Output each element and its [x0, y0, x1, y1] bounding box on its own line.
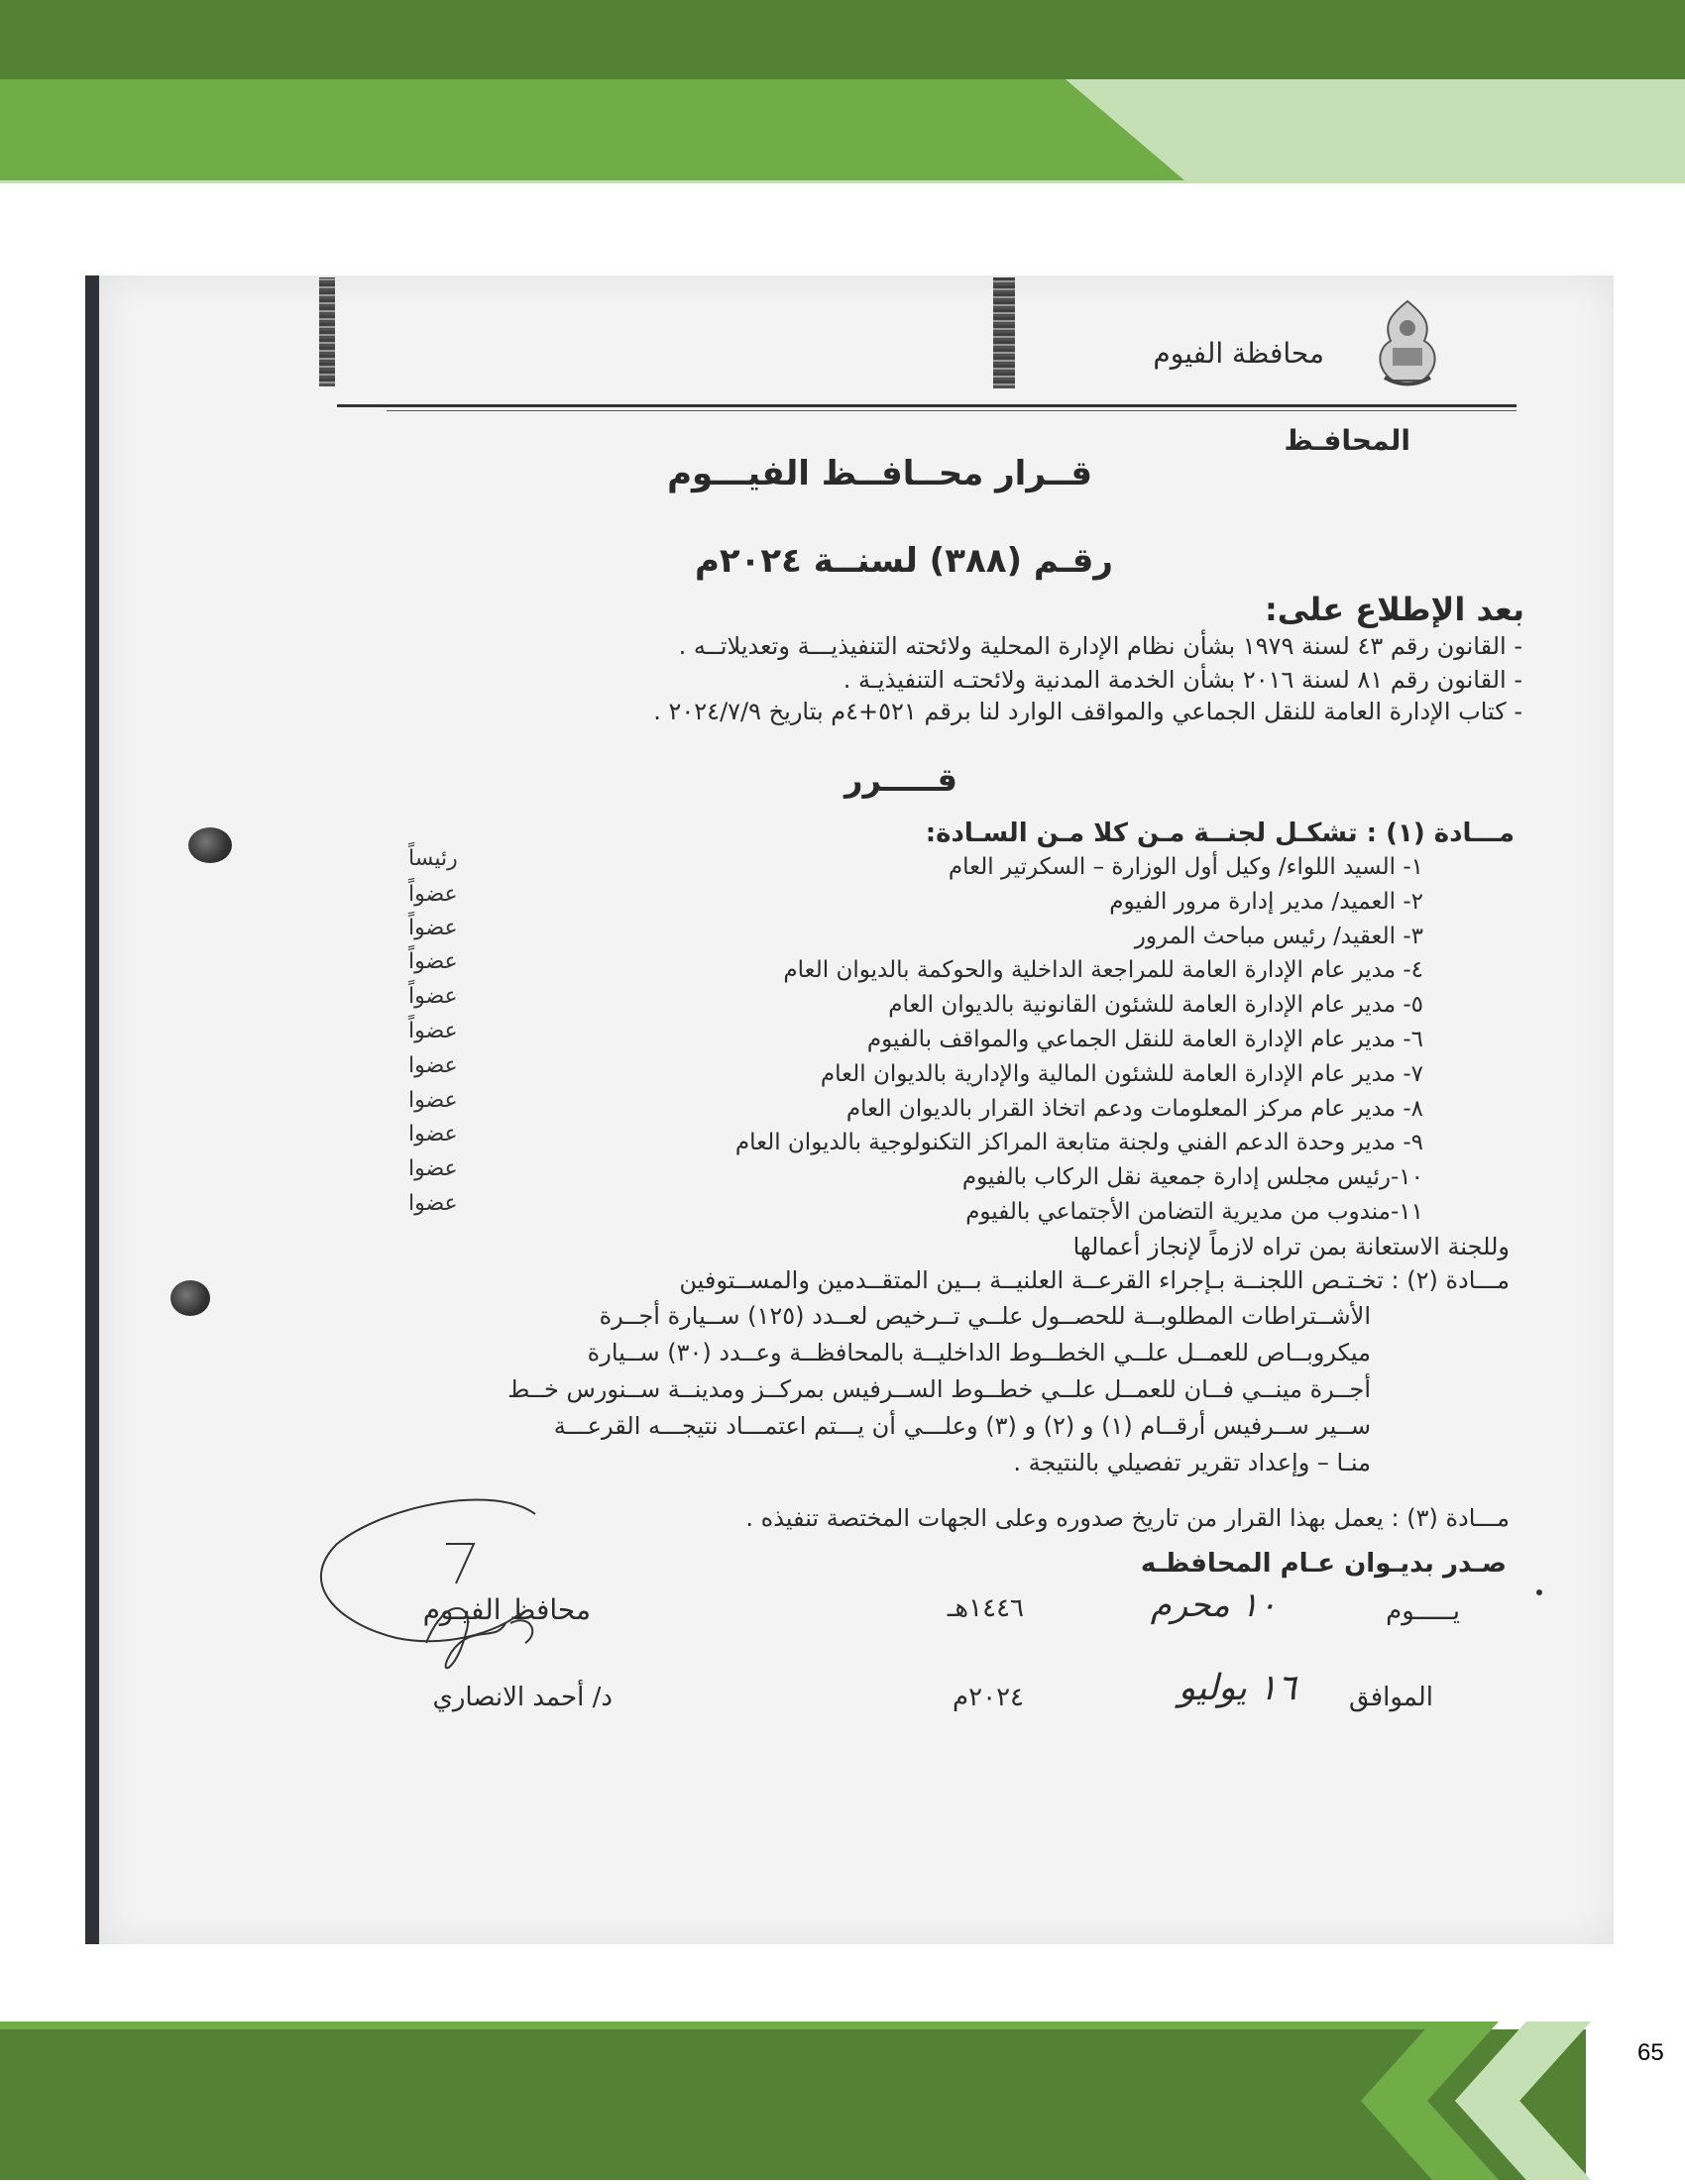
member-role: عضوا [408, 1053, 458, 1078]
punch-hole [170, 1280, 210, 1316]
article2-line: ســير ســرفيس أرقــام (١) و (٢) و (٣) وعلـــي أن يـــتم اعتمـــاد نتيجـــه القرعـــة [553, 1412, 1371, 1440]
article2-line: منـا – وإعداد تقرير تفصيلي بالنتيجة . [1013, 1449, 1371, 1476]
article3-line: مـــادة (٣) : يعمل بهذا القرار من تاريخ صدوره وعلى الجهات المختصة تنفيذه . [745, 1504, 1510, 1532]
scan-smudge-center [993, 277, 1015, 388]
member-role: عضواً [408, 984, 458, 1009]
bottom-banner [0, 2021, 1685, 2180]
decree-number: رقـم (٣٨٨) لسنــة ٢٠٢٤م [694, 541, 1113, 581]
day-label: يـــــوم [1386, 1596, 1460, 1626]
office-title: المحافـظ [1284, 424, 1410, 457]
bottom-banner-graphic [0, 2021, 1685, 2180]
header-rule-thin [387, 410, 1516, 411]
preamble-heading: بعد الإطلاع على: [1264, 591, 1524, 628]
preamble-line: - القانون رقم ٨١ لسنة ٢٠١٦ بشأن الخدمة المدنية ولائحتـه التنفيذيـة . [842, 666, 1522, 694]
member-name: ١١-مندوب من مديرية التضامن الأجتماعي بالفيوم [965, 1199, 1423, 1225]
decided-heading: قـــــرر [844, 761, 957, 799]
member-role: رئيساً [408, 846, 458, 871]
article1-heading: مـــادة (١) : تشكـل لجنــة مـن كلا مـن السـادة: [925, 819, 1515, 848]
gregorian-year: ٢٠٢٤م [953, 1683, 1024, 1712]
scan-dot [1536, 1589, 1542, 1595]
article2-line: ميكروبــاص للعمــل علــي الخطــوط الداخليــة بالمحافظــة وعــدد (٣٠) ســيارة [587, 1339, 1371, 1366]
decree-title: قــرار محــافــظ الفيـــوم [667, 454, 1092, 493]
governorate-name: محافظة الفيوم [1153, 337, 1324, 370]
signer-name: د/ أحمد الانصاري [432, 1683, 613, 1712]
member-name: ٧- مدير عام الإدارة العامة للشئون المالية والإدارية بالديوان العام [820, 1061, 1423, 1087]
governorate-emblem-icon [1363, 293, 1452, 392]
member-role: عضواً [408, 882, 458, 907]
member-name: ٤- مدير عام الإدارة العامة للمراجعة الداخلية والحوكمة بالديوان العام [783, 957, 1423, 983]
member-name: ٩- مدير وحدة الدعم الفني ولجنة متابعة المراكز التكنولوجية بالديوان العام [734, 1130, 1423, 1155]
member-name: ١٠-رئيس مجلس إدارة جمعية نقل الركاب بالفيوم [961, 1164, 1423, 1190]
hijri-year: ١٤٤٦هـ [947, 1593, 1024, 1623]
member-role: عضوا [408, 1088, 458, 1113]
punch-hole [188, 827, 232, 863]
preamble-line: - كتاب الإدارة العامة للنقل الجماعي والمواقف الوارد لنا برقم ٥٢١+٤م بتاريخ ٢٠٢٤/٧/٩ . [653, 698, 1522, 725]
scan-smudge-left [319, 277, 335, 386]
member-name: ٢- العميد/ مدير إدارة مرور الفيوم [1109, 889, 1423, 915]
member-name: ١- السيد اللواء/ وكيل أول الوزارة – السكرتير العام [948, 854, 1423, 880]
day-value-handwritten: ١٠ محرم [1150, 1585, 1277, 1625]
signature-icon [297, 1474, 674, 1702]
member-name: ٣- العقيد/ رئيس مباحث المرور [1134, 924, 1423, 949]
member-role: عضوا [408, 1191, 458, 1216]
top-banner-graphic [0, 0, 1685, 188]
corresponding-label: الموافق [1349, 1683, 1433, 1712]
member-role: عضوا [408, 1122, 458, 1147]
article2-line: الأشــتراطات المطلوبــة للحصــول علــي تــرخيص لعــدد (١٢٥) ســيارة أجــرة [599, 1302, 1371, 1330]
top-banner [0, 0, 1685, 188]
member-name: ٦- مدير عام الإدارة العامة للنقل الجماعي والمواقف بالفيوم [866, 1027, 1423, 1052]
member-role: عضواً [408, 1019, 458, 1043]
page-number: 65 [1637, 2039, 1664, 2066]
member-role: عضواً [408, 916, 458, 940]
member-name: ٥- مدير عام الإدارة العامة للشئون القانونية بالديوان العام [888, 992, 1423, 1018]
signer-title: محافظ الفيـوم [422, 1593, 591, 1626]
member-role: عضواً [408, 949, 458, 974]
preamble-line: - القانون رقم ٤٣ لسنة ١٩٧٩ بشأن نظام الإدارة المحلية ولائحته التنفيذيـــة وتعديلاتــه . [678, 632, 1522, 660]
gregorian-day-handwritten: ١٦ يوليو [1178, 1668, 1296, 1708]
article2-line: أجــرة مينــي فــان للعمــل علــي خطــوط الســرفيس بمركــز ومدينــة ســنورس خــط [507, 1375, 1371, 1403]
header-rule [337, 404, 1516, 407]
member-role: عضوا [408, 1156, 458, 1181]
scanned-decree [85, 275, 1614, 1944]
assist-line: وللجنة الاستعانة بمن تراه لازماً لإنجاز أعمالها [1072, 1233, 1510, 1260]
issued-at: صـدر بديـوان عـام المحافظـه [1140, 1549, 1507, 1579]
article2-line: مـــادة (٢) : تخـتـص اللجنــة بـإجراء القرعــة العلنيــة بــين المتقــدمين والمســتوفين [679, 1266, 1510, 1294]
member-name: ٨- مدير عام مركز المعلومات ودعم اتخاذ القرار بالديوان العام [845, 1096, 1423, 1122]
